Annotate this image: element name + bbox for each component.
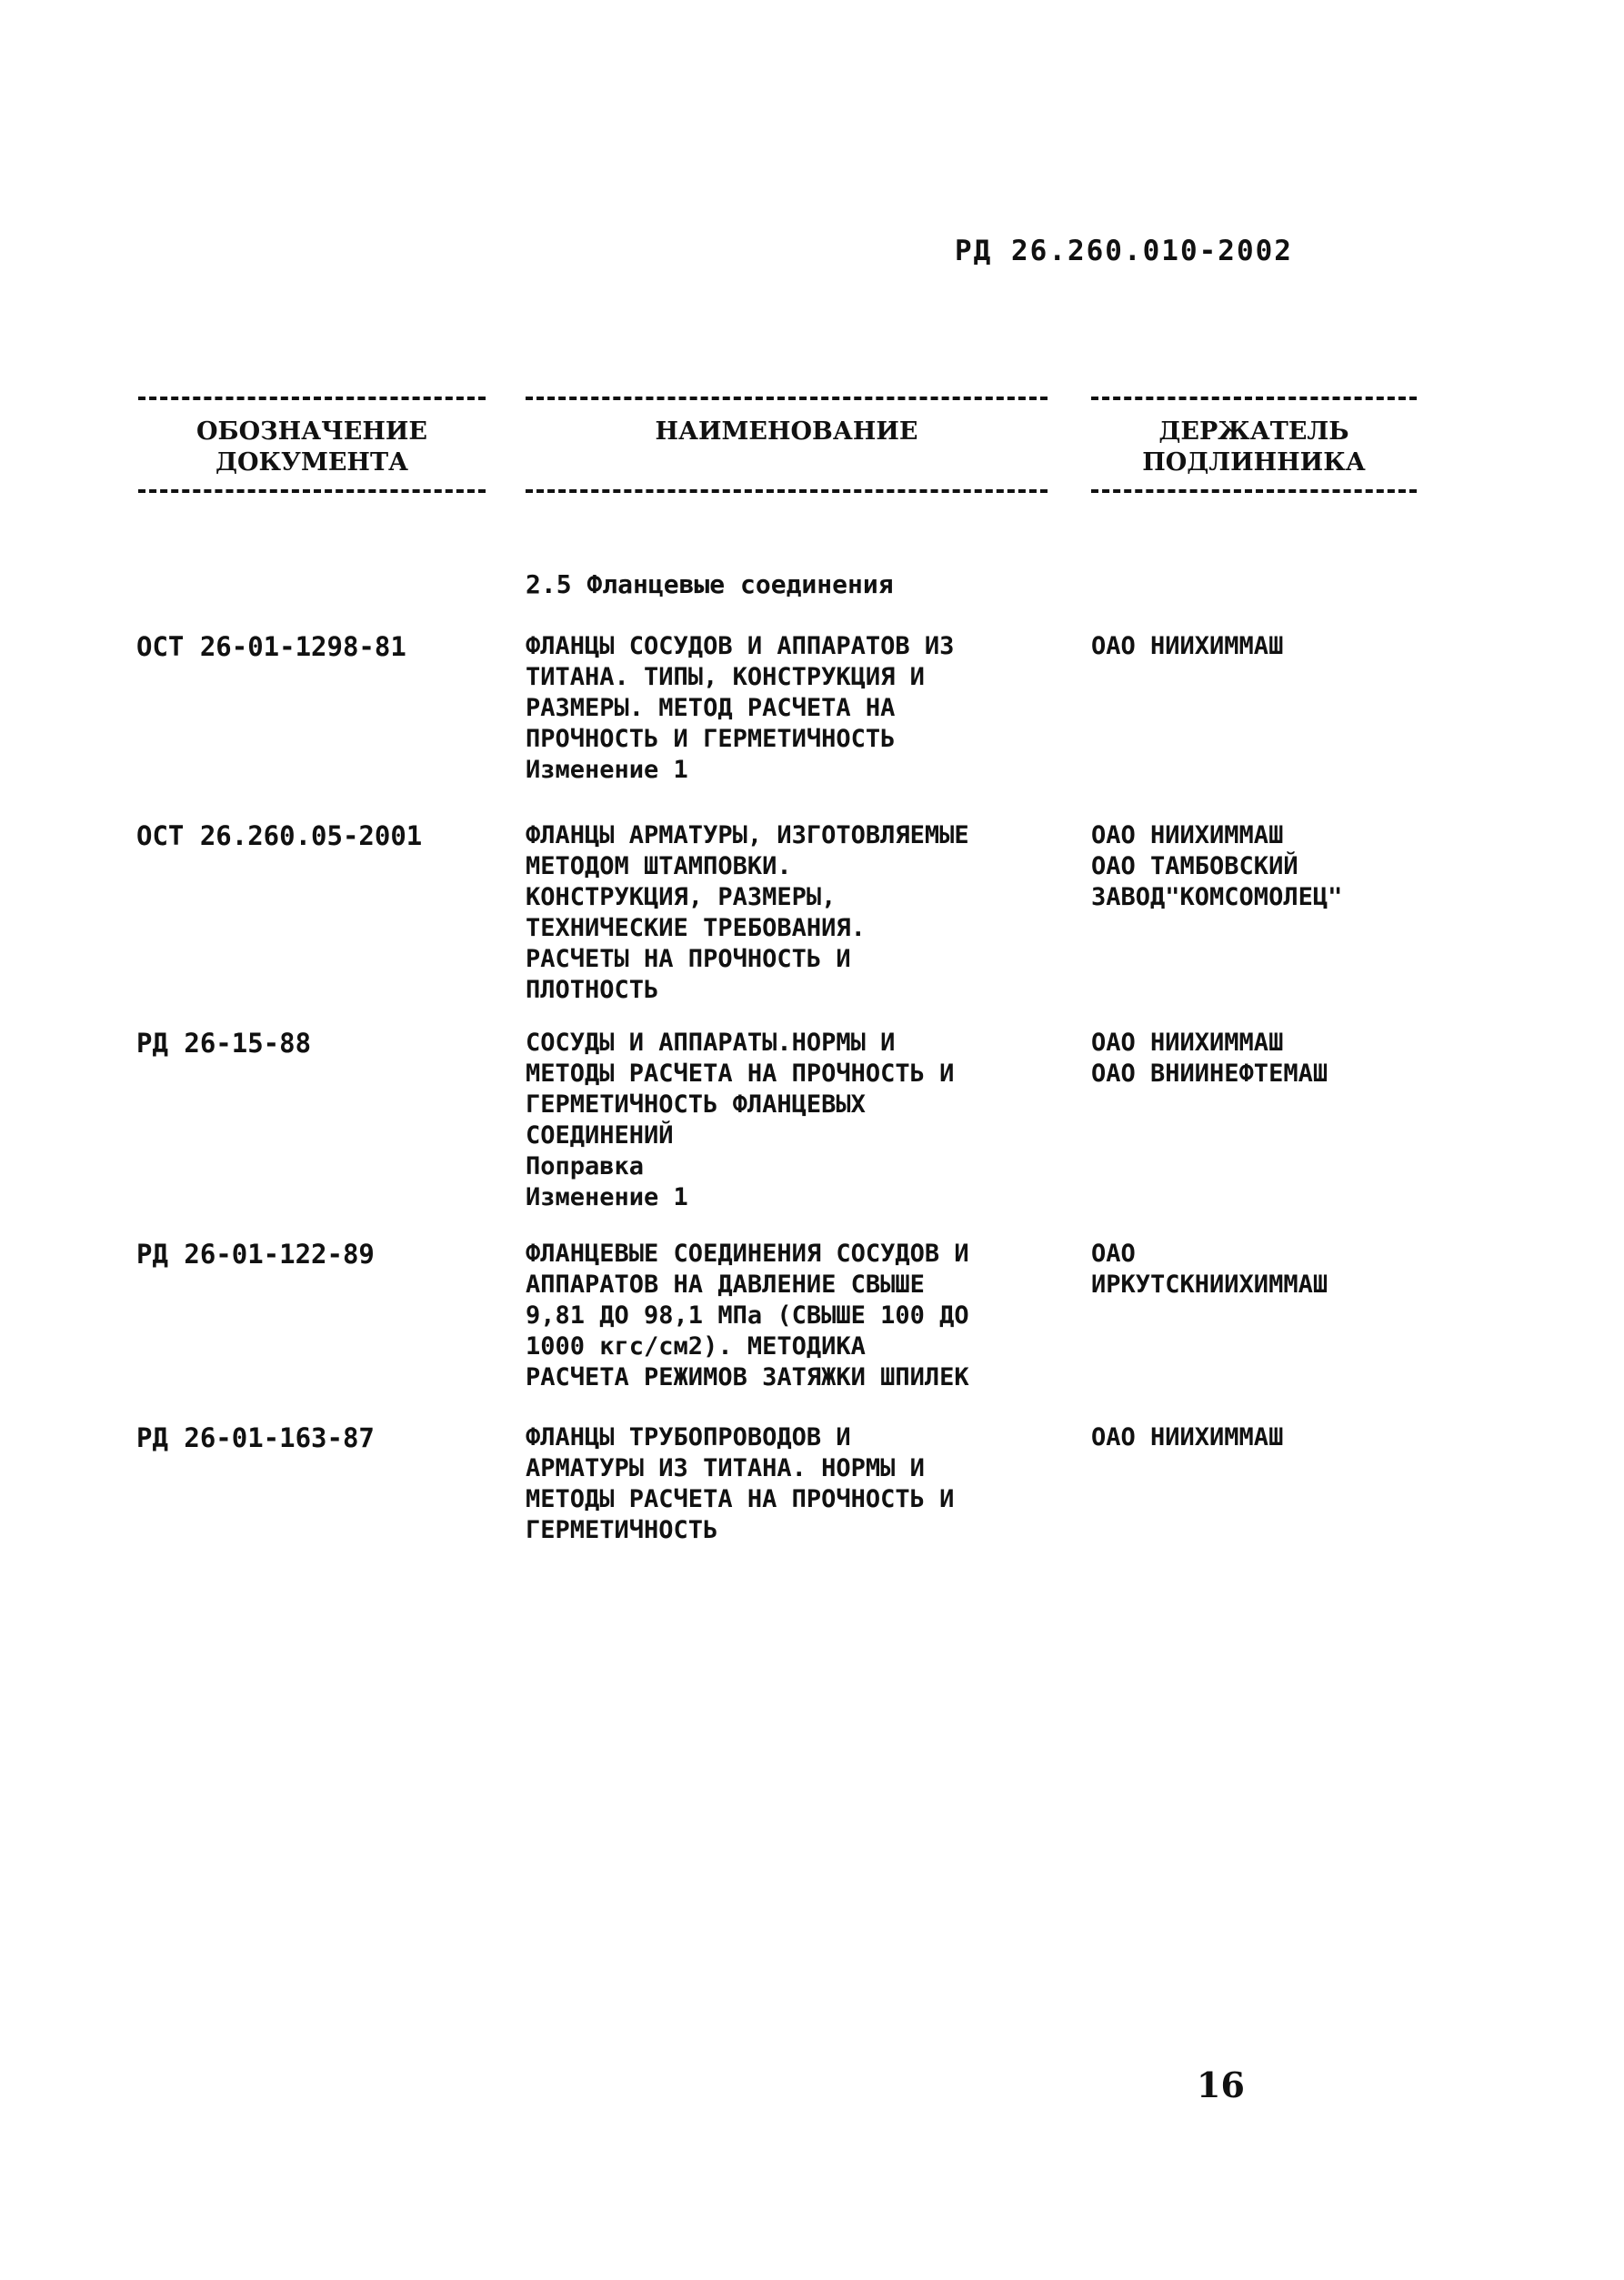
title-line: АППАРАТОВ НА ДАВЛЕНИЕ СВЫШЕ — [526, 1271, 925, 1299]
column-header-name — [526, 417, 1048, 447]
holder-line: ОАО ТАМБОВСКИЙ — [1091, 852, 1298, 880]
title-line: Поправка — [526, 1152, 645, 1180]
title-line: ГЕРМЕТИЧНОСТЬ — [526, 1516, 718, 1544]
holder-line: ОАО — [1091, 1240, 1136, 1268]
title-line: Изменение 1 — [526, 756, 688, 784]
title-line: ПРОЧНОСТЬ И ГЕРМЕТИЧНОСТЬ — [526, 725, 896, 753]
document-code: РД 26.260.010-2002 — [955, 235, 1293, 267]
document-designation: ОСТ 26.260.05-2001 — [136, 820, 423, 851]
section-title: 2.5 Фланцевые соединения — [526, 569, 894, 599]
header-rule-top-col1 — [138, 397, 486, 400]
title-line: 1000 кгс/см2). МЕТОДИКА — [526, 1332, 866, 1361]
header-rule-top-col2 — [526, 397, 1048, 400]
title-line: ФЛАНЦЫ СОСУДОВ И АППАРАТОВ ИЗ — [526, 632, 955, 660]
column-header-line: ДЕРЖАТЕЛЬ — [1158, 417, 1349, 446]
title-line: РАСЧЕТЫ НА ПРОЧНОСТЬ И — [526, 945, 851, 973]
column-header-line: ОБОЗНАЧЕНИЕ — [196, 417, 427, 446]
document-designation: РД 26-15-88 — [136, 1028, 312, 1059]
header-rule-bottom-col3 — [1091, 489, 1417, 493]
document-designation: РД 26-01-122-89 — [136, 1239, 375, 1270]
original-holder — [1091, 1028, 1473, 1090]
title-line: ФЛАНЦЕВЫЕ СОЕДИНЕНИЯ СОСУДОВ И — [526, 1240, 969, 1268]
page-number: 16 — [1197, 2064, 1245, 2105]
title-line: РАЗМЕРЫ. МЕТОД РАСЧЕТА НА — [526, 694, 896, 722]
holder-line: ОАО НИИХИММАШ — [1091, 632, 1284, 660]
title-line: ТИТАНА. ТИПЫ, КОНСТРУКЦИЯ И — [526, 663, 925, 691]
holder-line: ОАО ВНИИНЕФТЕМАШ — [1091, 1060, 1328, 1088]
title-line: МЕТОДЫ РАСЧЕТА НА ПРОЧНОСТЬ И — [526, 1485, 955, 1513]
document-title — [526, 820, 1089, 1006]
title-line: ГЕРМЕТИЧНОСТЬ ФЛАНЦЕВЫХ — [526, 1090, 866, 1119]
title-line: ФЛАНЦЫ ТРУБОПРОВОДОВ И — [526, 1423, 851, 1451]
holder-line: ОАО НИИХИММАШ — [1091, 1029, 1284, 1057]
original-holder — [1091, 1422, 1473, 1453]
column-header-designation — [138, 417, 486, 478]
holder-line: ЗАВОД"КОМСОМОЛЕЦ" — [1091, 883, 1343, 911]
holder-line: ОАО НИИХИММАШ — [1091, 1423, 1284, 1451]
holder-line: ОАО НИИХИММАШ — [1091, 821, 1284, 849]
header-rule-bottom-col1 — [138, 489, 486, 493]
title-line: АРМАТУРЫ ИЗ ТИТАНА. НОРМЫ И — [526, 1454, 925, 1482]
document-title — [526, 1239, 1089, 1393]
original-holder — [1091, 1239, 1473, 1301]
column-header-line: ПОДЛИННИКА — [1142, 448, 1366, 477]
title-line: ТЕХНИЧЕСКИЕ ТРЕБОВАНИЯ. — [526, 914, 866, 942]
title-line: КОНСТРУКЦИЯ, РАЗМЕРЫ, — [526, 883, 837, 911]
document-designation: ОСТ 26-01-1298-81 — [136, 631, 406, 662]
column-header-line: ДОКУМЕНТА — [215, 448, 409, 477]
document-title — [526, 1028, 1089, 1213]
title-line: ПЛОТНОСТЬ — [526, 976, 659, 1004]
title-line: СОСУДЫ И АППАРАТЫ.НОРМЫ И — [526, 1029, 896, 1057]
original-holder — [1091, 631, 1473, 662]
title-line: ФЛАНЦЫ АРМАТУРЫ, ИЗГОТОВЛЯЕМЫЕ — [526, 821, 969, 849]
header-rule-bottom-col2 — [526, 489, 1048, 493]
document-title — [526, 1422, 1089, 1546]
header-rule-top-col3 — [1091, 397, 1417, 400]
document-title — [526, 631, 1089, 786]
title-line: СОЕДИНЕНИЙ — [526, 1121, 674, 1150]
column-header-holder — [1091, 417, 1417, 478]
original-holder — [1091, 820, 1473, 913]
title-line: Изменение 1 — [526, 1183, 688, 1211]
holder-line: ИРКУТСКНИИХИММАШ — [1091, 1271, 1328, 1299]
title-line: МЕТОДЫ РАСЧЕТА НА ПРОЧНОСТЬ И — [526, 1060, 955, 1088]
document-designation: РД 26-01-163-87 — [136, 1422, 375, 1453]
title-line: РАСЧЕТА РЕЖИМОВ ЗАТЯЖКИ ШПИЛЕК — [526, 1363, 969, 1391]
column-header-line: НАИМЕНОВАНИЕ — [655, 417, 918, 446]
title-line: МЕТОДОМ ШТАМПОВКИ. — [526, 852, 792, 880]
title-line: 9,81 ДО 98,1 МПа (СВЫШЕ 100 ДО — [526, 1301, 969, 1330]
